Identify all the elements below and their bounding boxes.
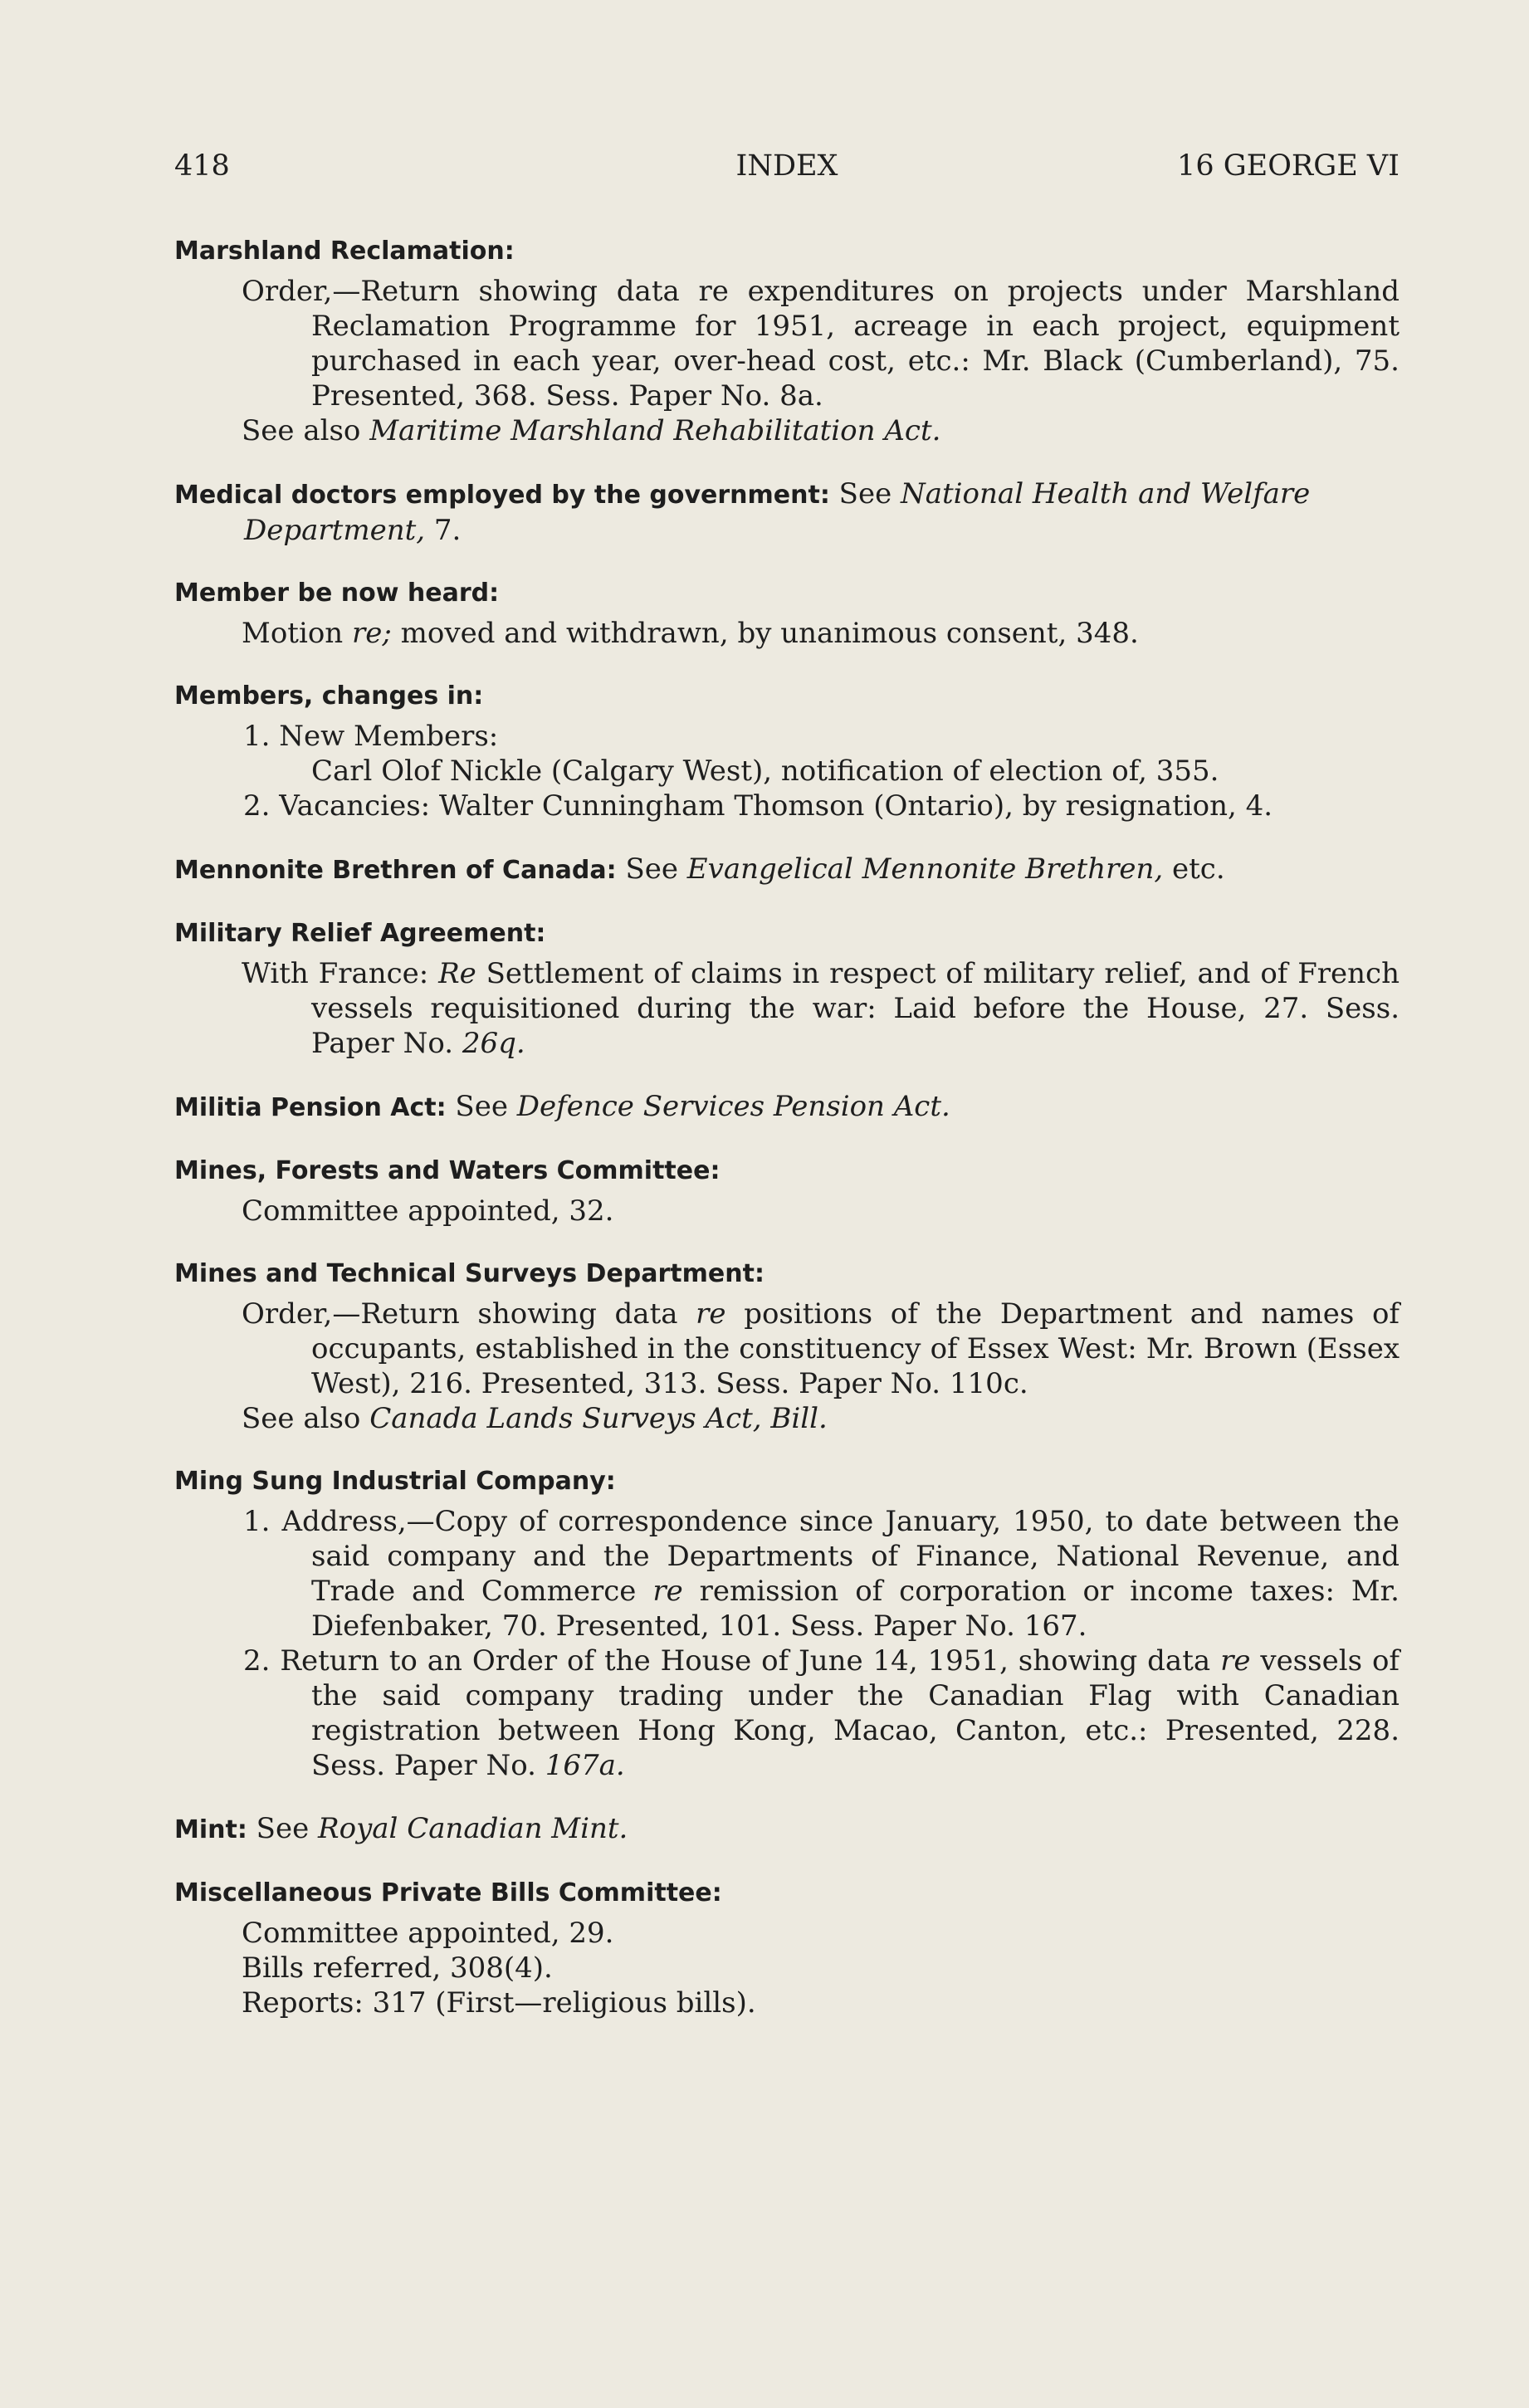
running-header: [174, 149, 1400, 199]
header-regnal-year: 16 GEORGE VI: [1177, 149, 1400, 183]
entry-text: With France: Re Settlement of claims in respect of military relief, and of French vessels requisitioned during the war: Laid before the House, 27. Sess. Paper No. 26q.: [242, 957, 1400, 1060]
entry-mines-technical-surveys: [174, 1257, 1400, 1436]
entry-mint: Mint: See Royal Canadian Mint.: [174, 1812, 628, 1845]
see-also-reference: Canada Lands Surveys Act, Bill.: [369, 1402, 828, 1435]
entry-heading: Ming Sung Industrial Company:: [174, 1467, 616, 1496]
entry-text: Motion re; moved and withdrawn, by unanimous consent, 348.: [242, 617, 1139, 650]
entry-see-also: See also Maritime Marshland Rehabilitation Act.: [242, 414, 941, 447]
entry-medical-doctors: Medical doctors employed by the government: See National Health and Welfare Department, 7.: [174, 477, 1311, 547]
entry-text: Committee appointed, 29.: [242, 1917, 614, 1950]
entry-heading: Medical doctors employed by the government:: [174, 481, 830, 510]
see-reference: Royal Canadian Mint.: [318, 1812, 628, 1845]
entry-heading: Mint:: [174, 1815, 247, 1844]
entry-see-also: See also Canada Lands Surveys Act, Bill.: [242, 1402, 828, 1435]
entry-member-be-now-heard: [174, 576, 1400, 651]
see-also-reference: Maritime Marshland Rehabilitation Act.: [369, 414, 941, 447]
entry-misc-private-bills: [174, 1876, 1400, 2020]
see-reference: Evangelical Mennonite Brethren,: [686, 852, 1164, 886]
entry-militia-pension-act: Militia Pension Act: See Defence Services Pension Act.: [174, 1090, 950, 1123]
entry-military-relief-agreement: [174, 916, 1400, 1061]
entry-heading: Military Relief Agreement:: [174, 919, 546, 948]
header-title: INDEX: [735, 149, 838, 183]
entry-mennonite-brethren: Mennonite Brethren of Canada: See Evangelical Mennonite Brethren, etc.: [174, 852, 1225, 886]
list-item: 1. New Members:: [243, 720, 499, 753]
entry-heading: Mines and Technical Surveys Department:: [174, 1259, 764, 1288]
entry-heading: Mennonite Brethren of Canada:: [174, 856, 617, 885]
list-item-detail: Carl Olof Nickle (Calgary West), notification of election of, 355.: [311, 755, 1219, 788]
list-item: 2. Return to an Order of the House of June 14, 1951, showing data re vessels of the said company trading under the Canadian Flag with Canadian registration between Hong Kong, Macao, Canton, etc.: Presented, 228. Sess. Paper No. 167a.: [243, 1644, 1400, 1782]
see-reference: National Health and Welfare Department,: [244, 477, 1311, 547]
entry-text: Reports: 317 (First—religious bills).: [242, 1986, 756, 2020]
entry-heading: Militia Pension Act:: [174, 1093, 447, 1122]
entry-members-changes: [174, 679, 1400, 823]
entry-heading: Member be now heard:: [174, 579, 500, 608]
see-reference: Defence Services Pension Act.: [516, 1090, 950, 1123]
entry-ming-sung: [174, 1464, 1400, 1783]
list-item: 1. Address,—Copy of correspondence since January, 1950, to date between the said company and the Departments of Finance, National Revenue, and Trade and Commerce re remission of corporation or income taxes: Mr. Diefenbaker, 70. Presented, 101. Sess. Paper No. 167.: [243, 1505, 1400, 1643]
entry-mines-forests-waters: [174, 1154, 1400, 1228]
entry-text: Committee appointed, 32.: [242, 1194, 614, 1228]
entry-heading: Members, changes in:: [174, 681, 484, 711]
entry-heading: Mines, Forests and Waters Committee:: [174, 1156, 721, 1185]
entry-heading: Miscellaneous Private Bills Committee:: [174, 1878, 722, 1907]
page-number: 418: [174, 149, 230, 183]
entry-marshland-reclamation: [174, 234, 1400, 448]
entry-order-text: Order,—Return showing data re positions of the Department and names of occupants, established in the constituency of Essex West: Mr. Brown (Essex West), 216. Presented, 313. Sess. Paper No. 110c.: [242, 1297, 1400, 1400]
entry-order-text: Order,—Return showing data re expenditures on projects under Marshland Reclamation Programme for 1951, acreage in each project, equipment purchased in each year, over-head cost, etc.: Mr. Black (Cumberland), 75. Presented, 368. Sess. Paper No. 8a.: [242, 275, 1400, 413]
index-entries: [174, 234, 1400, 2020]
list-item: 2. Vacancies: Walter Cunningham Thomson (Ontario), by resignation, 4.: [243, 789, 1273, 823]
entry-text: Bills referred, 308(4).: [242, 1951, 553, 1985]
index-page: [174, 149, 1400, 2049]
entry-heading: Marshland Reclamation:: [174, 237, 515, 266]
